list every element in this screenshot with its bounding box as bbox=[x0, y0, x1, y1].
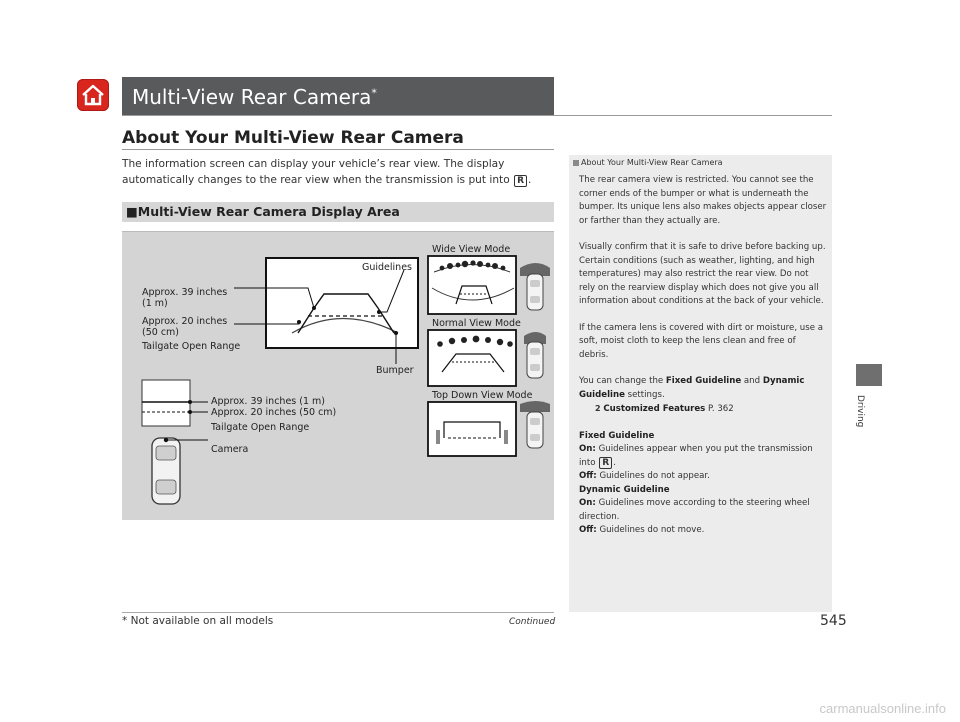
intro-paragraph: The information screen can display your vehicle’s rear view. The display automatically changes to the rear view when the transmission is put into R . bbox=[122, 158, 532, 186]
notes-panel bbox=[569, 155, 832, 612]
footer-divider bbox=[122, 612, 554, 613]
continued-label: Continued bbox=[509, 617, 556, 627]
label-normal-view-mode: Normal View Mode bbox=[432, 318, 521, 329]
fixed-guideline-on: On: Guidelines appear when you put the transmission into R . bbox=[579, 444, 813, 468]
subsection-header bbox=[122, 202, 554, 222]
watermark: carmanualsonline.info bbox=[819, 701, 946, 716]
dynamic-guideline-off: Off: Guidelines do not move. bbox=[579, 525, 705, 535]
distance-schematic bbox=[142, 380, 208, 426]
top-down-view-screen bbox=[428, 402, 516, 456]
customized-features-link[interactable]: 2 Customized Features P. 362 bbox=[595, 404, 734, 414]
notes-heading: About Your Multi-View Rear Camera bbox=[573, 158, 723, 167]
camera-diagram bbox=[122, 232, 554, 521]
label-approx-39-inches-1m: Approx. 39 inches (1 m) bbox=[211, 396, 325, 407]
note-paragraph-3: If the camera lens is covered with dirt or moisture, use a soft, moist cloth to keep the lens clean and free of debris. bbox=[579, 322, 823, 360]
chapter-tab[interactable] bbox=[856, 364, 882, 386]
section-divider bbox=[122, 149, 554, 150]
wide-view-screen bbox=[428, 256, 516, 314]
label-camera: Camera bbox=[211, 444, 249, 455]
label-guidelines: Guidelines bbox=[362, 262, 412, 273]
normal-view-screen bbox=[428, 330, 516, 386]
chapter-title-bar bbox=[122, 77, 554, 115]
note-paragraph-2: Visually confirm that it is safe to drive before backing up. Certain conditions (such as weather, lighting, and high temperatures) may also restrict the rear view. Do not rely on the rearview display which does not give you all information about conditions at the back of your vehicle. bbox=[579, 242, 826, 306]
dynamic-guideline-on: On: Guidelines move according to the steering wheel direction. bbox=[579, 498, 810, 522]
label-1m: (1 m) bbox=[142, 298, 168, 309]
fixed-guideline-off: Off: Guidelines do not appear. bbox=[579, 471, 710, 481]
footnote: * Not available on all models bbox=[122, 615, 274, 627]
notes-body bbox=[579, 174, 827, 538]
dynamic-guideline-title: Dynamic Guideline bbox=[579, 484, 670, 495]
chapter-tab-label: Driving bbox=[855, 395, 865, 428]
mode-car-icons bbox=[520, 263, 550, 448]
main-camera-screen bbox=[234, 258, 418, 364]
note-paragraph-1: The rear camera view is restricted. You cannot see the corner ends of the bumper or what is underneath the bumper. Its unique lens also makes objects appear closer or farther than they actually are. bbox=[579, 175, 827, 226]
fixed-guideline-title: Fixed Guideline bbox=[579, 430, 655, 441]
note-marker-icon bbox=[573, 160, 579, 166]
reference-arrow-icon: 2 bbox=[595, 404, 601, 413]
label-top-down-view-mode: Top Down View Mode bbox=[432, 390, 533, 401]
label-approx-20-inches: Approx. 20 inches bbox=[142, 316, 228, 327]
section-title: About Your Multi-View Rear Camera bbox=[122, 128, 464, 148]
label-wide-view-mode: Wide View Mode bbox=[432, 244, 511, 255]
label-approx-20-inches-50cm: Approx. 20 inches (50 cm) bbox=[211, 407, 337, 418]
reverse-key-note: R bbox=[599, 457, 612, 469]
note-paragraph-4: You can change the Fixed Guideline and Dynamic Guideline settings. bbox=[579, 376, 805, 400]
home-icon[interactable] bbox=[77, 79, 109, 111]
vehicle-top-view bbox=[152, 438, 208, 504]
label-approx-39-inches: Approx. 39 inches bbox=[142, 287, 228, 298]
camera-diagram-area bbox=[122, 231, 554, 520]
label-tailgate-open-range: Tailgate Open Range bbox=[142, 341, 241, 352]
label-bumper: Bumper bbox=[376, 365, 414, 376]
page-title: Multi-View Rear Camera* bbox=[132, 85, 377, 109]
page-number: 545 bbox=[820, 613, 847, 629]
label-tailgate-open-range-2: Tailgate Open Range bbox=[211, 422, 310, 433]
label-50cm: (50 cm) bbox=[142, 327, 179, 338]
reverse-key: R bbox=[514, 175, 527, 187]
subsection-title: ■Multi-View Rear Camera Display Area bbox=[126, 204, 400, 219]
title-divider bbox=[122, 115, 832, 116]
